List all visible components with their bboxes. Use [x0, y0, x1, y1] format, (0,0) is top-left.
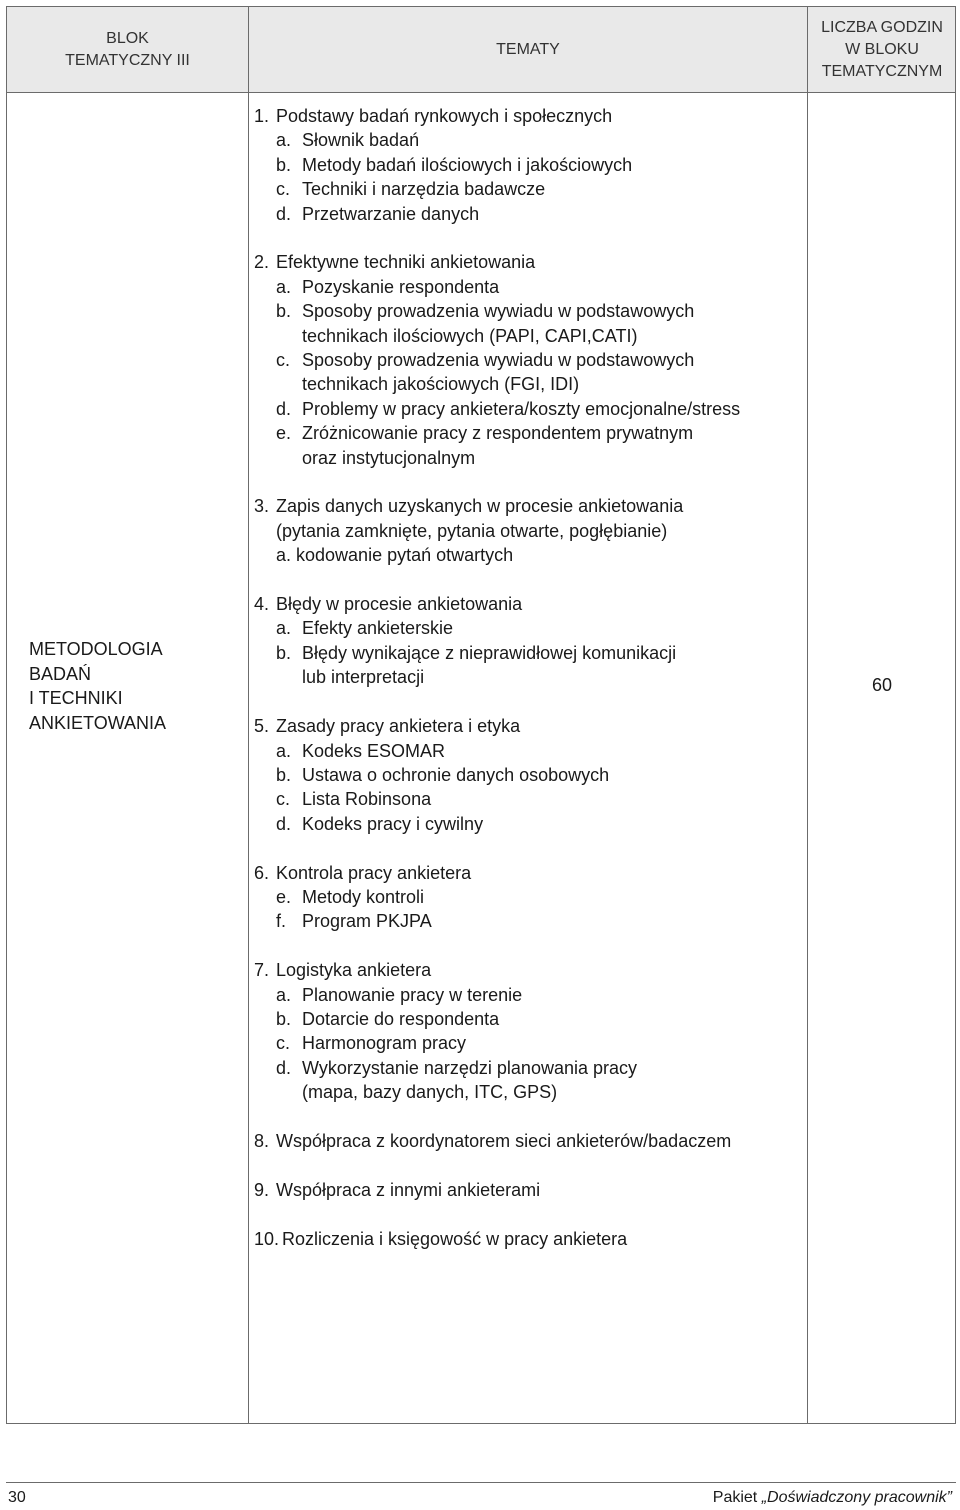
subtopic-line: Problemy w pracy ankietera/koszty emocjonalne/stress	[302, 398, 741, 419]
topic-item	[254, 1227, 794, 1251]
subtopic-letter: b.	[276, 301, 292, 322]
subtopic-text	[302, 275, 794, 299]
subtopic-text	[302, 299, 794, 348]
subtopic-line: Lista Robinsona	[302, 789, 432, 810]
topic-title	[276, 592, 794, 616]
subtopic-text	[302, 812, 794, 836]
subtopic-text	[302, 153, 794, 177]
topic-title-line: (pytania zamknięte, pytania otwarte, pogłębianie)	[276, 520, 668, 541]
subtopic-item	[254, 153, 794, 177]
topic-heading	[254, 1227, 794, 1251]
subtopic-letter: a.	[276, 740, 292, 761]
topic-number: 8.	[254, 1130, 270, 1151]
subtopic-item	[254, 885, 794, 909]
header-block-line: TEMATYCZNY III	[65, 51, 190, 69]
subtopic-text	[302, 1031, 794, 1055]
subtopic-line: Pozyskanie respondenta	[302, 276, 500, 297]
topic-number: 7.	[254, 960, 270, 981]
subtopic-line: Techniki i narzędzia badawcze	[302, 179, 546, 200]
topic-number: 2.	[254, 252, 270, 273]
subtopic-line: Wykorzystanie narzędzi planowania pracy	[302, 1057, 637, 1078]
topic-heading	[254, 958, 794, 982]
topic-title	[276, 104, 794, 128]
topics-list	[254, 104, 794, 1275]
subtopic-letter: e.	[276, 423, 292, 444]
topic-title-line: Zasady pracy ankietera i etyka	[276, 716, 521, 737]
subtopic-text	[302, 885, 794, 909]
header-hours-line: W BLOKU	[845, 40, 919, 58]
block-name-line: METODOLOGIA	[29, 639, 163, 659]
subtopic-line: Ustawa o ochronie danych osobowych	[302, 764, 610, 785]
publication-name: „Doświadczony pracownik”	[761, 1489, 952, 1506]
topic-number: 1.	[254, 106, 270, 126]
subtopic-line: Dotarcie do respondenta	[302, 1008, 500, 1029]
topic-title	[282, 1227, 794, 1251]
header-block	[7, 7, 248, 92]
subtopic-item	[254, 641, 794, 690]
topic-item	[254, 861, 794, 934]
subtopic-letter: a.	[276, 984, 292, 1005]
topic-item	[254, 494, 794, 567]
subtopic-item	[254, 739, 794, 763]
topic-title-line: Współpraca z koordynatorem sieci ankieterów/badaczem	[276, 1130, 732, 1151]
subtopic-letter: e.	[276, 886, 292, 907]
topic-title-line: Zapis danych uzyskanych w procesie ankietowania	[276, 496, 684, 517]
column-divider	[807, 7, 808, 1423]
topic-heading	[254, 1129, 794, 1153]
topic-item	[254, 104, 794, 226]
subtopic-line: Sposoby prowadzenia wywiadu w podstawowych	[302, 301, 695, 322]
topic-number: 10.	[254, 1228, 280, 1249]
subtopic-item	[254, 299, 794, 348]
subtopic-item	[254, 616, 794, 640]
subtopic-item	[254, 177, 794, 201]
block-name-line: ANKIETOWANIA	[29, 712, 167, 733]
column-divider	[248, 7, 249, 1423]
table-header	[7, 7, 955, 93]
subtopic-line: lub interpretacji	[302, 667, 425, 688]
subtopic-line: Kodeks pracy i cywilny	[302, 813, 484, 834]
subtopic-letter: b.	[276, 154, 292, 175]
subtopic-line: oraz instytucjonalnym	[302, 447, 476, 468]
subtopic-item	[254, 812, 794, 836]
subtopic-text	[302, 1056, 794, 1105]
subtopic-text	[302, 1007, 794, 1031]
topic-item	[254, 958, 794, 1104]
subtopic-line: Kodeks ESOMAR	[302, 740, 446, 761]
topic-heading	[254, 714, 794, 738]
topic-heading	[254, 1178, 794, 1202]
topic-title-line: Błędy w procesie ankietowania	[276, 594, 523, 615]
subtopic-line: Zróżnicowanie pracy z respondentem prywatnym	[302, 423, 694, 444]
topic-heading	[254, 104, 794, 128]
subtopic-text	[302, 739, 794, 763]
subtopic-item	[254, 909, 794, 933]
topic-heading	[254, 861, 794, 885]
topic-number: 5.	[254, 716, 270, 737]
topic-title	[276, 861, 794, 885]
subtopic-text	[302, 397, 794, 421]
subtopic-letter: c.	[276, 789, 291, 810]
subtopic-text	[302, 128, 794, 152]
subtopic-text	[302, 202, 794, 226]
subtopic-item	[254, 1056, 794, 1105]
subtopic-line: technikach ilościowych (PAPI, CAPI,CATI)	[302, 325, 638, 346]
subtopic-item	[254, 1031, 794, 1055]
topic-number: 9.	[254, 1179, 270, 1200]
topic-number: 3.	[254, 496, 270, 517]
subtopic-text	[302, 348, 794, 397]
topic-title	[276, 250, 794, 274]
subtopic-letter: a.	[276, 618, 292, 639]
subtopic-text	[302, 641, 794, 690]
topic-title-line: Rozliczenia i księgowość w pracy ankietera	[282, 1228, 628, 1249]
subtopic-letter: b.	[276, 642, 292, 663]
block-name	[29, 637, 239, 735]
subtopic-text	[302, 616, 794, 640]
page-number: 30	[8, 1489, 26, 1506]
topic-title	[276, 958, 794, 982]
subtopic-letter: c.	[276, 1033, 291, 1054]
subtopic-text	[302, 763, 794, 787]
topic-title	[276, 494, 794, 567]
publication-title	[713, 1489, 952, 1507]
subtopic-letter: b.	[276, 1008, 292, 1029]
subtopic-text	[302, 983, 794, 1007]
topic-title	[276, 1129, 794, 1153]
subtopic-line: Sposoby prowadzenia wywiadu w podstawowych	[302, 350, 695, 371]
header-hours	[808, 7, 956, 92]
subtopic-item	[254, 787, 794, 811]
subtopic-line: Harmonogram pracy	[302, 1033, 467, 1054]
subtopic-line: Przetwarzanie danych	[302, 203, 480, 224]
topic-item	[254, 714, 794, 836]
header-hours-line: LICZBA GODZIN	[821, 18, 943, 36]
subtopic-letter: f.	[276, 911, 287, 932]
subtopic-item	[254, 275, 794, 299]
subtopic-letter: d.	[276, 203, 292, 224]
subtopic-item	[254, 421, 794, 470]
subtopic-letter: a.	[276, 276, 292, 297]
subtopic-item	[254, 128, 794, 152]
topic-title	[276, 1178, 794, 1202]
footer-divider	[6, 1482, 956, 1483]
subtopic-line: (mapa, bazy danych, ITC, GPS)	[302, 1082, 558, 1103]
hours-value: 60	[871, 675, 893, 695]
subtopic-item	[254, 1007, 794, 1031]
subtopic-text	[302, 787, 794, 811]
subtopic-line: Słownik badań	[302, 130, 420, 151]
topic-heading	[254, 494, 794, 567]
subtopic-item	[254, 763, 794, 787]
topic-title-line: a. kodowanie pytań otwartych	[276, 545, 514, 566]
subtopic-line: Program PKJPA	[302, 911, 432, 932]
subtopic-letter: c.	[276, 350, 291, 371]
subtopic-text	[302, 421, 794, 470]
subtopic-letter: d.	[276, 1057, 292, 1078]
subtopic-line: Efekty ankieterskie	[302, 618, 454, 639]
topic-item	[254, 1129, 794, 1153]
subtopic-item	[254, 983, 794, 1007]
header-hours-line: TEMATYCZNYM	[821, 62, 943, 80]
subtopic-item	[254, 397, 794, 421]
topic-title-line: Podstawy badań rynkowych i społecznych	[276, 106, 613, 126]
topic-title-line: Współpraca z innymi ankieterami	[276, 1179, 541, 1200]
subtopic-line: Błędy wynikające z nieprawidłowej komunikacji	[302, 642, 677, 663]
topic-item	[254, 1178, 794, 1202]
topic-heading	[254, 592, 794, 616]
header-block-line: BLOK	[106, 29, 149, 47]
topic-title-line: Kontrola pracy ankietera	[276, 862, 472, 883]
topic-number: 4.	[254, 594, 270, 615]
subtopic-letter: c.	[276, 179, 291, 200]
topic-number: 6.	[254, 862, 270, 883]
subtopic-letter: b.	[276, 764, 292, 785]
subtopic-letter: d.	[276, 813, 292, 834]
subtopic-item	[254, 348, 794, 397]
topic-item	[254, 592, 794, 690]
subtopic-letter: d.	[276, 398, 292, 419]
subtopic-line: technikach jakościowych (FGI, IDI)	[302, 374, 580, 395]
subtopic-line: Metody kontroli	[302, 886, 425, 907]
topic-item	[254, 250, 794, 470]
topic-title	[276, 714, 794, 738]
subtopic-line: Metody badań ilościowych i jakościowych	[302, 154, 633, 175]
subtopic-text	[302, 909, 794, 933]
subtopic-item	[254, 202, 794, 226]
block-name-line: I TECHNIKI	[29, 688, 123, 708]
publication-prefix: Pakiet	[712, 1489, 762, 1506]
topic-heading	[254, 250, 794, 274]
header-topics: TEMATY	[496, 40, 560, 58]
block-name-line: BADAŃ	[29, 663, 92, 684]
topic-title-line: Efektywne techniki ankietowania	[276, 252, 536, 273]
subtopic-line: Planowanie pracy w terenie	[302, 984, 523, 1005]
subtopic-text	[302, 177, 794, 201]
subtopic-letter: a.	[276, 130, 292, 151]
topic-title-line: Logistyka ankietera	[276, 960, 432, 981]
